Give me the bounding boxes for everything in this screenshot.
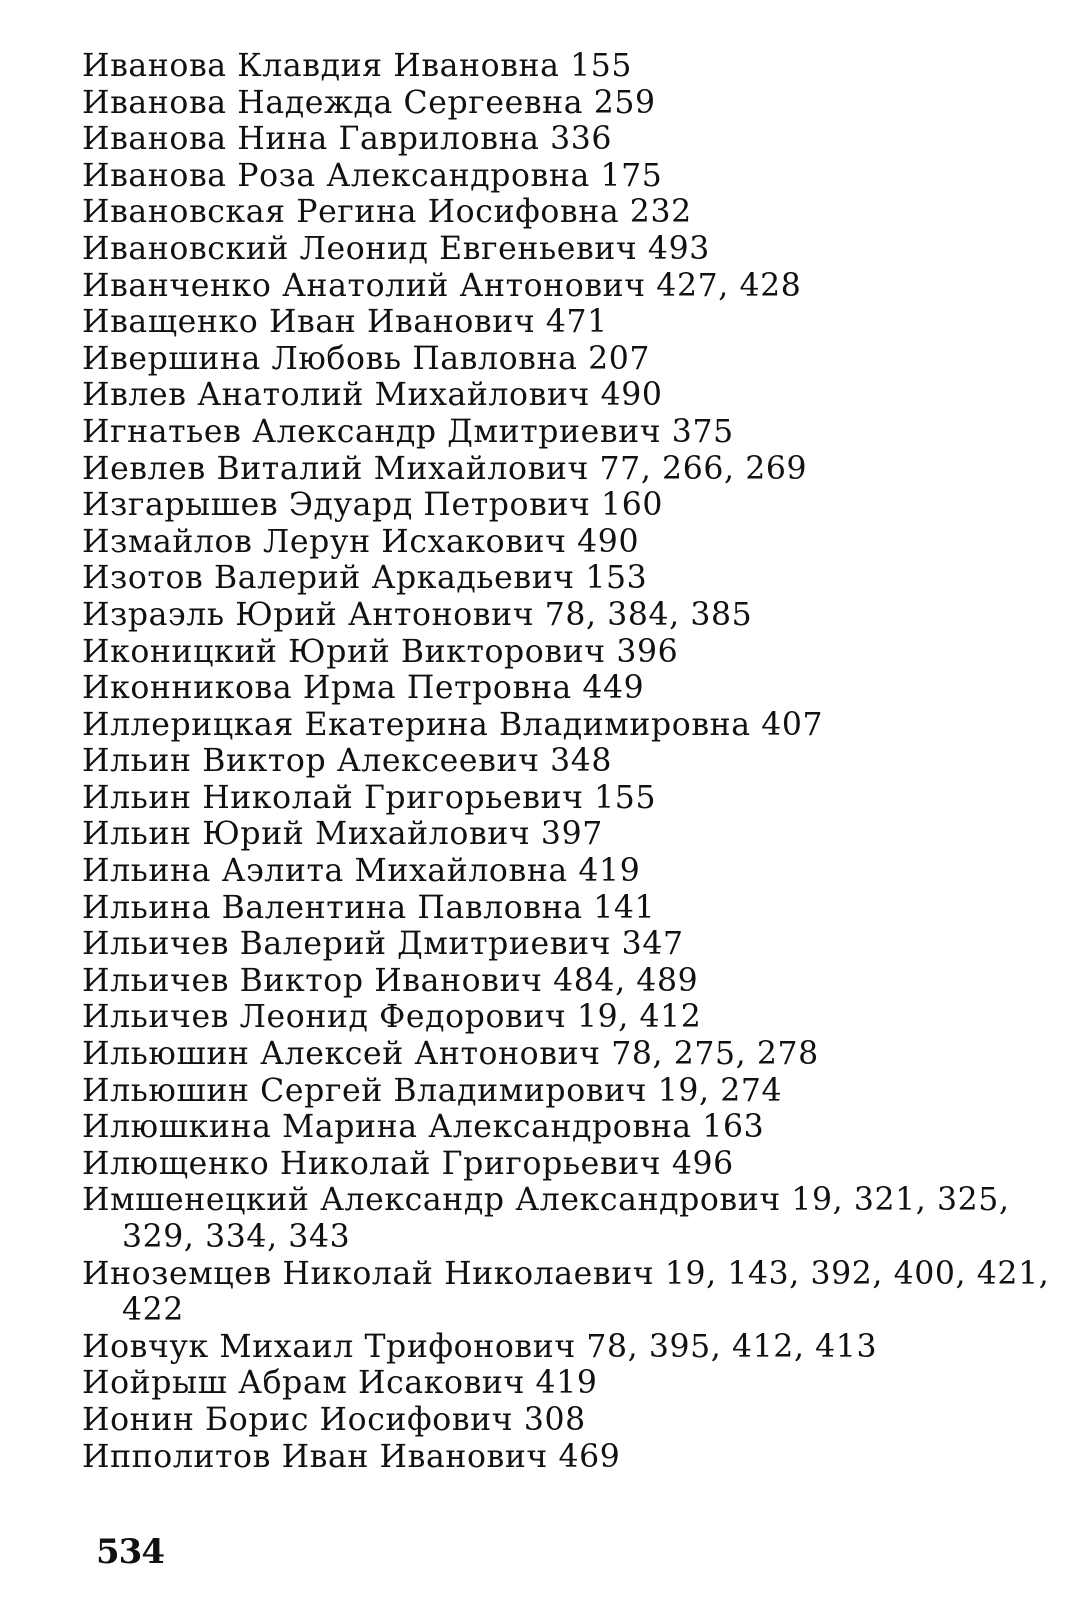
index-entry: Иевлев Виталий Михайлович 77, 266, 269 (82, 450, 808, 487)
index-entry: Ивановский Леонид Евгеньевич 493 (82, 230, 710, 267)
index-entry: Иконицкий Юрий Викторович 396 (82, 633, 679, 670)
index-entry: Израэль Юрий Антонович 78, 384, 385 (82, 596, 753, 633)
index-entry: Ильичев Виктор Иванович 484, 489 (82, 962, 699, 999)
index-entry: Ильин Николай Григорьевич 155 (82, 779, 657, 816)
index-entry: Ильин Юрий Михайлович 397 (82, 816, 603, 853)
index-entry: Иванова Роза Александровна 175 (82, 157, 663, 194)
index-entry: Ильина Валентина Павловна 141 (82, 889, 656, 926)
index-entry: Игнатьев Александр Дмитриевич 375 (82, 413, 734, 450)
index-entry: Иойрыш Абрам Исакович 419 (82, 1365, 598, 1402)
index-entry: Иконникова Ирма Петровна 449 (82, 670, 645, 707)
index-entry: Изотов Валерий Аркадьевич 153 (82, 560, 648, 597)
index-entry: Иовчук Михаил Трифонович 78, 395, 412, 413 (82, 1328, 878, 1365)
page-number: 534 (96, 1532, 164, 1572)
index-entry: Ильюшин Сергей Владимирович 19, 274 (82, 1072, 783, 1109)
index-entry: Иноземцев Николай Николаевич 19, 143, 392, 400, 421, 422 (82, 1255, 1050, 1329)
index-entry: Иванченко Анатолий Антонович 427, 428 (82, 267, 802, 304)
index-entry: Ильичев Валерий Дмитриевич 347 (82, 926, 684, 963)
index-entry: Изгарышев Эдуард Петрович 160 (82, 487, 663, 524)
index-entry: Ильин Виктор Алексеевич 348 (82, 743, 613, 780)
index-entry: Иванова Клавдия Ивановна 155 (82, 48, 633, 84)
index-entry: Ионин Борис Иосифович 308 (82, 1401, 586, 1438)
index-entry: Ивановская Регина Иосифовна 232 (82, 194, 692, 231)
index-entry: Иващенко Иван Иванович 471 (82, 304, 608, 341)
index-entry: Ивершина Любовь Павловна 207 (82, 340, 651, 377)
index-entry: Ипполитов Иван Иванович 469 (82, 1438, 621, 1475)
index-entry: Имшенецкий Александр Александрович 19, 321, 325, 329, 334, 343 (82, 1182, 1010, 1255)
index-entry: Илющенко Николай Григорьевич 496 (82, 1145, 734, 1182)
index-entry: Ильюшин Алексей Антонович 78, 275, 278 (82, 1036, 819, 1073)
index-entry: Иванова Нина Гавриловна 336 (82, 121, 613, 158)
index-entry: Илюшкина Марина Александровна 163 (82, 1109, 765, 1146)
index-entry: Ильина Аэлита Михайловна 419 (82, 853, 641, 890)
index-entry: Измайлов Лерун Исхакович 490 (82, 523, 640, 560)
name-index-list (82, 48, 1062, 1475)
index-entry: Иванова Надежда Сергеевна 259 (82, 84, 656, 121)
index-entry: Иллерицкая Екатерина Владимировна 407 (82, 706, 824, 743)
index-entry: Ивлев Анатолий Михайлович 490 (82, 377, 663, 414)
index-entry: Ильичев Леонид Федорович 19, 412 (82, 999, 702, 1036)
